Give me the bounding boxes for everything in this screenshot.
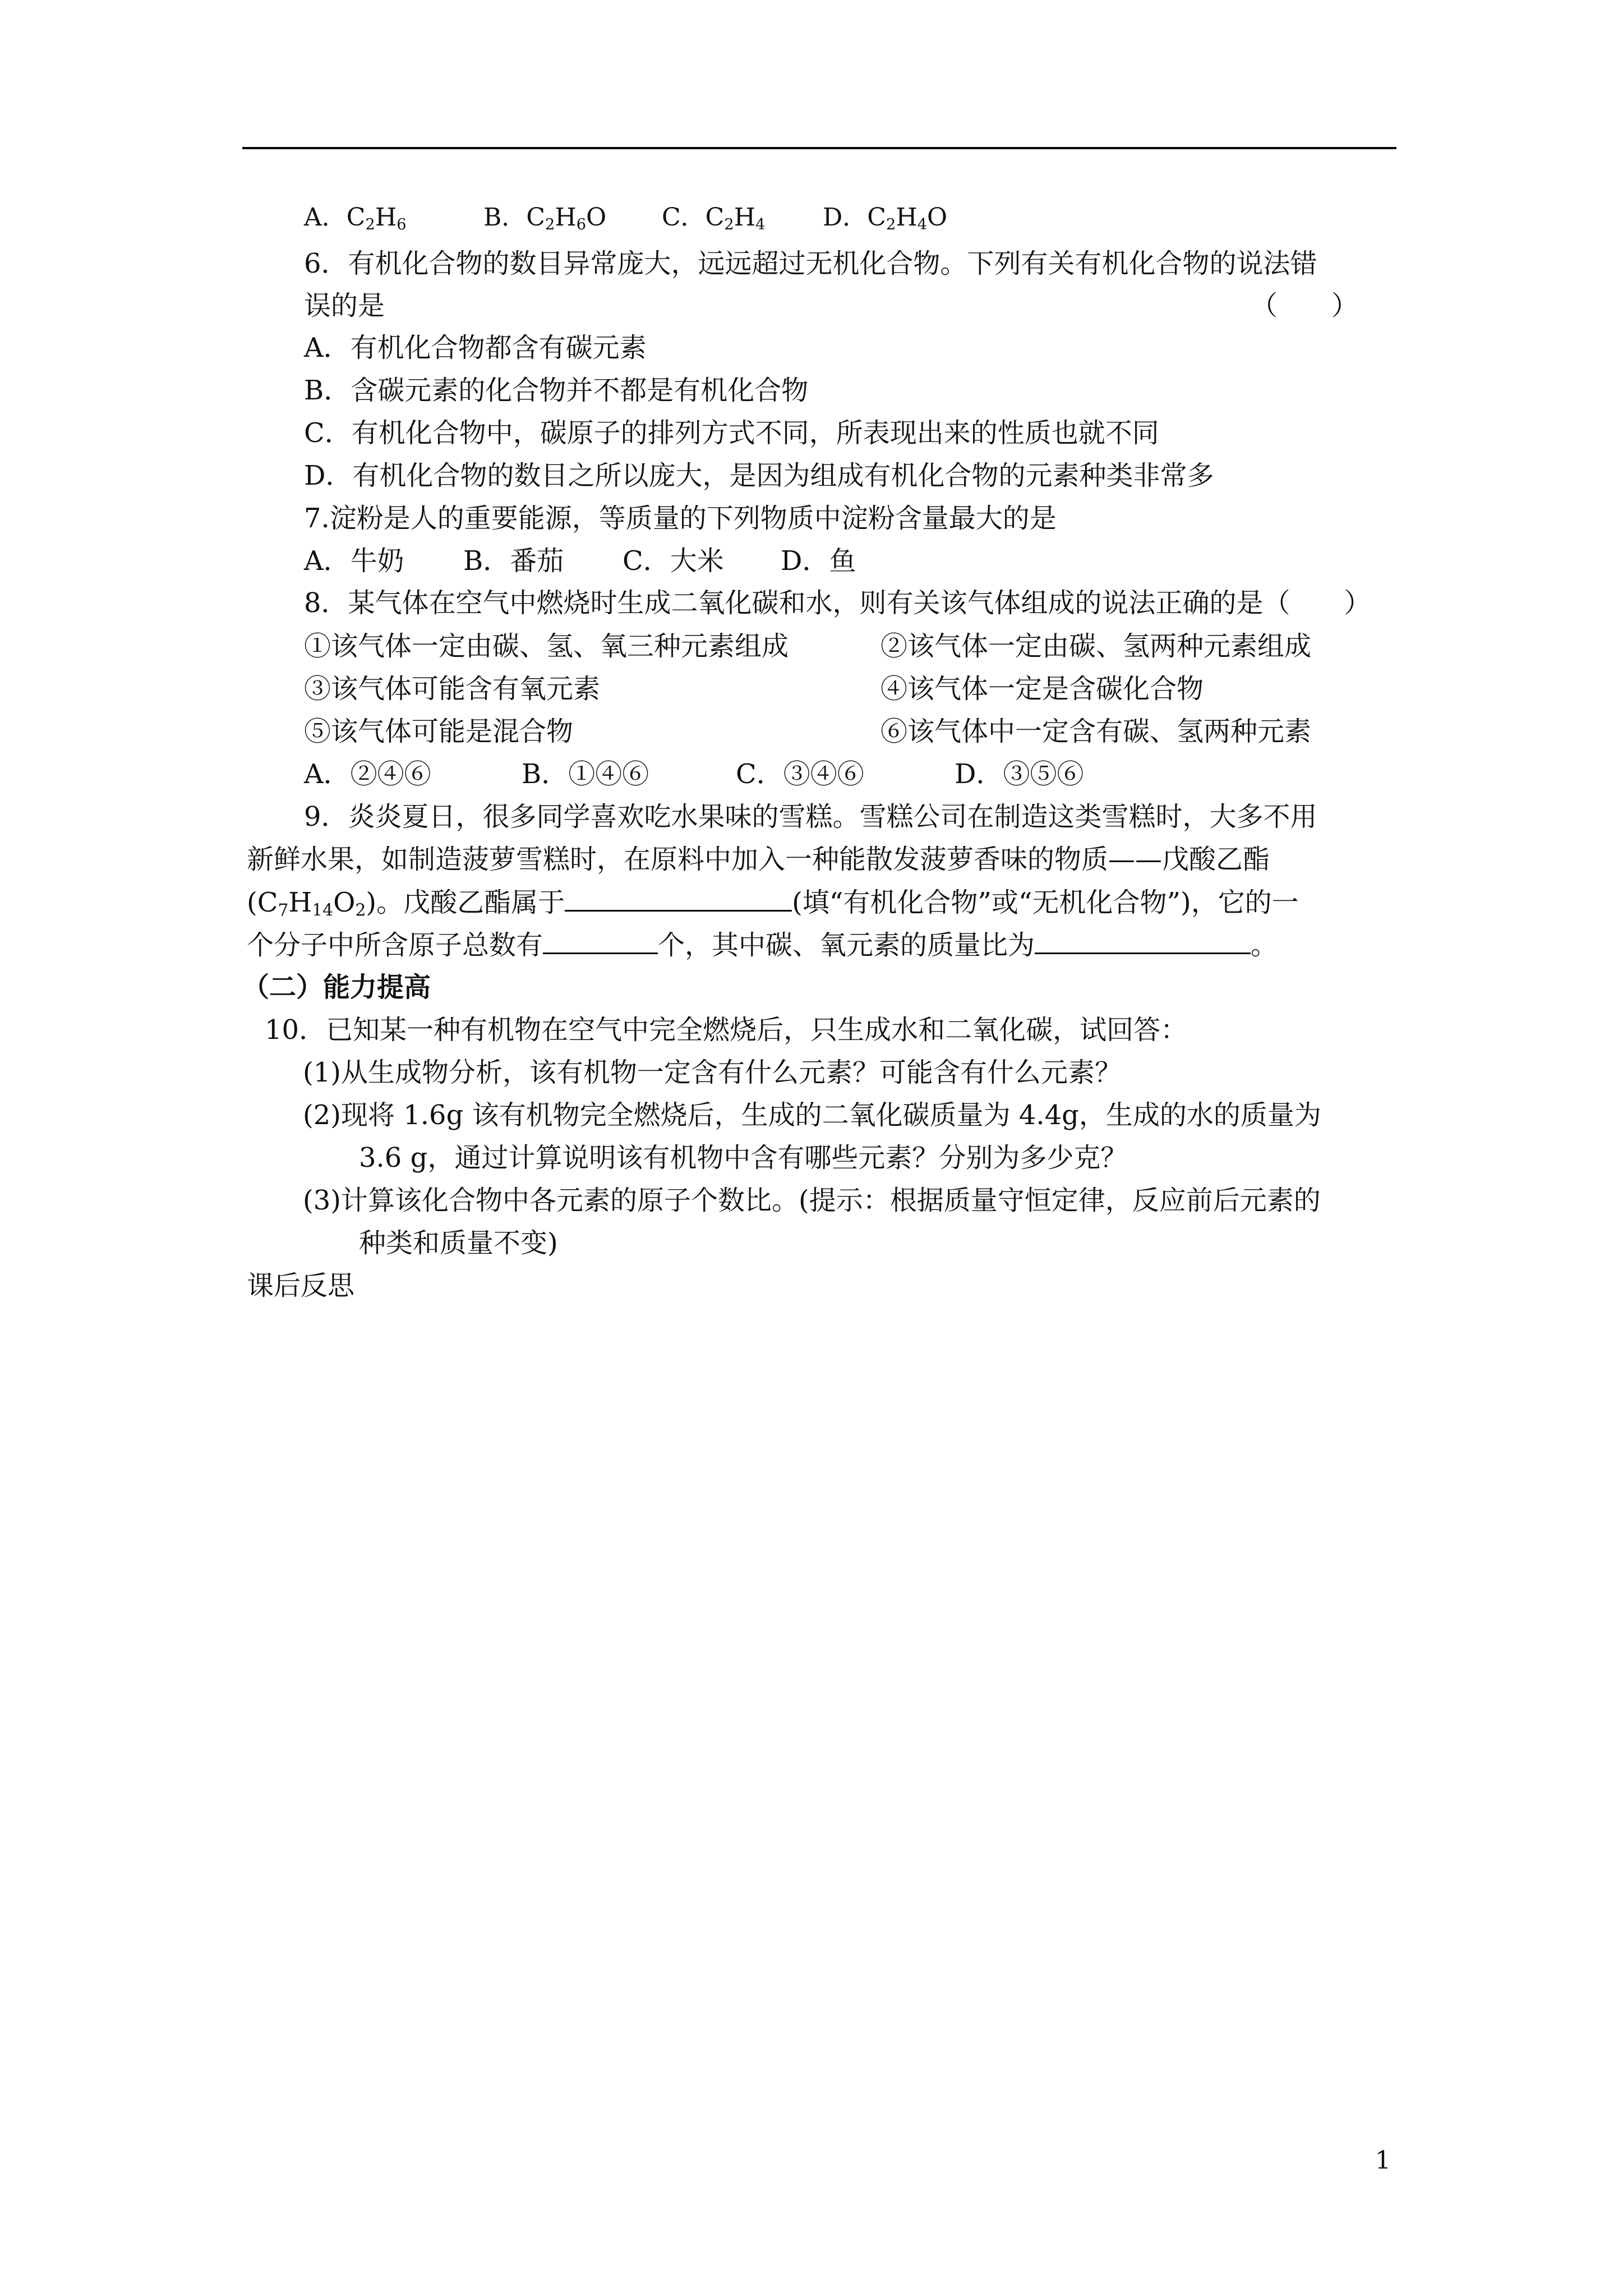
q9-blank-mass-ratio[interactable] bbox=[1035, 928, 1251, 954]
q8-statement-5: ⑤该气体可能是混合物 bbox=[304, 716, 574, 747]
q9-line4: 个分子中所含原子总数有 个，其中碳、氧元素的质量比为 。 bbox=[247, 928, 1278, 962]
q5-option-a: A．$C_2H_6$ bbox=[304, 203, 407, 233]
q6-option-c: C．有机化合物中，碳原子的排列方式不同，所表现出来的性质也就不同 bbox=[304, 417, 1159, 449]
q6-option-d: D．有机化合物的数目之所以庞大，是因为组成有机化合物的元素种类非常多 bbox=[304, 460, 1214, 491]
q8-option-b: B．①④⑥ bbox=[522, 758, 649, 790]
section-heading-ability: （二）能力提高 bbox=[242, 972, 431, 1003]
q8-statement-6: ⑥该气体中一定含有碳、氢两种元素 bbox=[880, 716, 1312, 747]
q10-part1: (1)从生成物分析，该有机物一定含有什么元素？可能含有什么元素？ bbox=[303, 1057, 1122, 1088]
header-rule bbox=[242, 147, 1396, 149]
q7-option-d: D．鱼 bbox=[781, 545, 856, 577]
q10-part2-line2: 3.6 g，通过计算说明该有机物中含有哪些元素？分别为多少克？ bbox=[359, 1142, 1128, 1174]
q8-option-d: D．③⑤⑥ bbox=[955, 758, 1084, 790]
q10-part3-line2: 种类和质量不变) bbox=[359, 1227, 558, 1259]
q10-part3-line1: (3)计算该化合物中各元素的原子个数比。(提示：根据质量守恒定律，反应前后元素的 bbox=[303, 1185, 1321, 1216]
q5-option-d: D．$C_2H_4O$ bbox=[823, 203, 948, 233]
q9-blank-classification[interactable] bbox=[565, 885, 792, 912]
q8-option-c: C．③④⑥ bbox=[736, 758, 864, 790]
q6-option-a: A．有机化合物都含有碳元素 bbox=[304, 332, 647, 364]
q8-statement-3: ③该气体可能含有氧元素 bbox=[304, 673, 601, 705]
q5-option-b: B．$C_2H_6O$ bbox=[483, 203, 607, 233]
q6-answer-paren: （ ） bbox=[1251, 290, 1359, 321]
q9-line3: $(C_7H_{14}O_2)$。戊酸乙酯属于 (填“有机化合物”或“无机化合物”)，它的一 bbox=[247, 885, 1299, 927]
q8-statement-4: ④该气体一定是含碳化合物 bbox=[880, 673, 1204, 705]
q6-stem-line1: 6．有机化合物的数目异常庞大，远远超过无机化合物。下列有关有机化合物的说法错 bbox=[304, 248, 1317, 279]
q9-line2: 新鲜水果，如制造菠萝雪糕时，在原料中加入一种能散发菠萝香味的物质——戊酸乙酯 bbox=[247, 844, 1270, 875]
q9-line1: 9．炎炎夏日，很多同学喜欢吃水果味的雪糕。雪糕公司在制造这类雪糕时，大多不用 bbox=[304, 801, 1317, 832]
q7-stem: 7.淀粉是人的重要能源，等质量的下列物质中淀粉含量最大的是 bbox=[304, 503, 1057, 534]
q8-option-a: A．②④⑥ bbox=[304, 758, 431, 790]
q6-option-b: B．含碳元素的化合物并不都是有机化合物 bbox=[304, 375, 809, 406]
q8-statement-1: ①该气体一定由碳、氢、氧三种元素组成 bbox=[304, 631, 789, 662]
q7-option-b: B．番茄 bbox=[463, 545, 564, 577]
q8-stem: 8．某气体在空气中燃烧时生成二氧化碳和水，则有关该气体组成的说法正确的是（ ） bbox=[304, 587, 1371, 619]
q9-formula: $(C_7H_{14}O_2)$ bbox=[247, 887, 377, 921]
reflection-heading: 课后反思 bbox=[247, 1270, 355, 1301]
q5-option-c: C．$C_2H_4$ bbox=[662, 203, 766, 233]
q7-option-c: C．大米 bbox=[623, 545, 724, 577]
q7-option-a: A．牛奶 bbox=[304, 545, 404, 577]
q9-blank-atom-count[interactable] bbox=[543, 928, 658, 954]
q6-stem-line2: 误的是 bbox=[304, 290, 385, 321]
q10-stem: 10．已知某一种有机物在空气中完全燃烧后，只生成水和二氧化碳，试回答： bbox=[265, 1014, 1188, 1046]
q8-statement-2: ②该气体一定由碳、氢两种元素组成 bbox=[880, 631, 1312, 662]
q10-part2-line1: (2)现将 1.6g 该有机物完全燃烧后，生成的二氧化碳质量为 4.4g，生成的水的质量为 bbox=[303, 1099, 1321, 1131]
page-number: 1 bbox=[1375, 2146, 1391, 2175]
